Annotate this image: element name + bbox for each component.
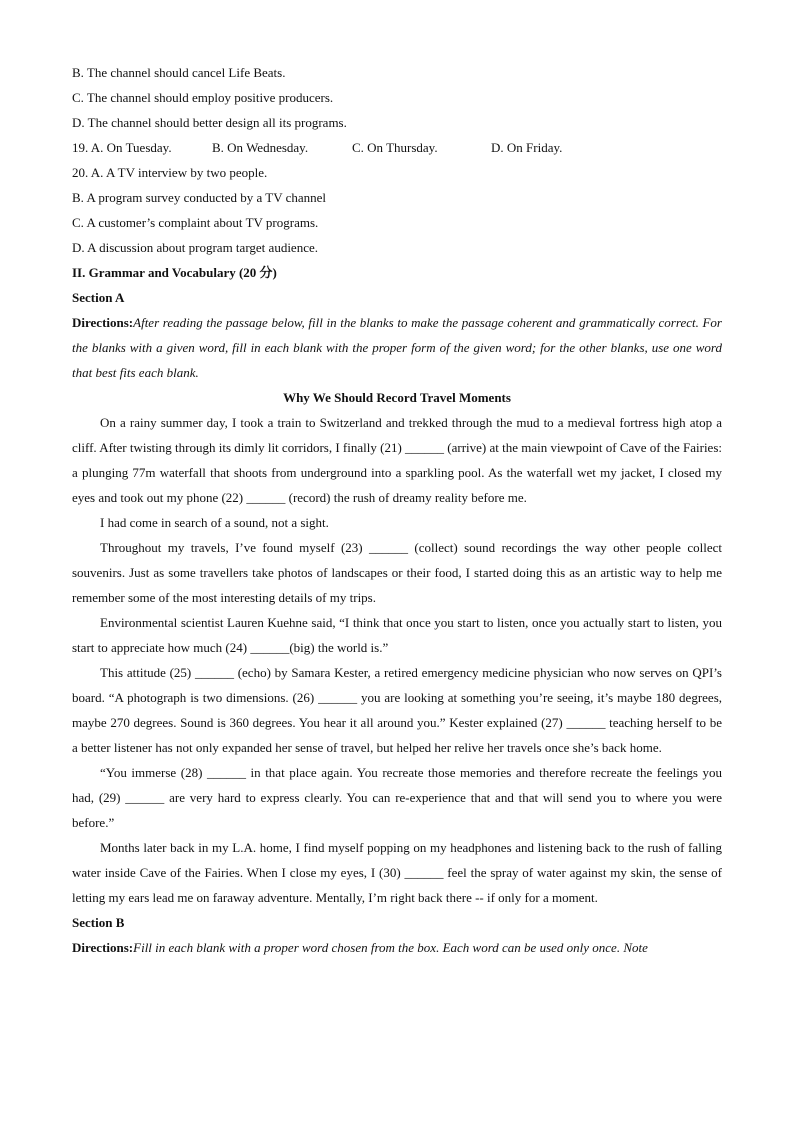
q20-option-a: 20. A. A TV interview by two people.	[72, 165, 268, 180]
part-heading: II. Grammar and Vocabulary (20 分)	[72, 265, 277, 280]
passage	[72, 410, 722, 910]
paragraph: Throughout my travels, I’ve found myself (23) ______ (collect) sound recordings the way other people collect souvenirs. Just as some travellers take photos of landscapes or their food, I started doing this as an artistic way to help me remember some of the most interesting details of my trips.	[72, 540, 722, 605]
q20-option-c: C. A customer’s complaint about TV programs.	[72, 215, 319, 230]
directions-text: After reading the passage below, fill in the blanks to make the passage coherent and grammatically correct. For the blanks with a given word, fill in each blank with the proper form of the given word; for the other blanks, use one word that best fits each blank.	[72, 315, 722, 380]
section-a-directions	[72, 310, 722, 385]
q19-option-b: B. On Wednesday.	[212, 140, 309, 155]
q19-option-c: C. On Thursday.	[352, 140, 438, 155]
q18-option-d: D. The channel should better design all its programs.	[72, 115, 347, 130]
q19-option-d: D. On Friday.	[491, 140, 563, 155]
q19-options	[72, 135, 722, 160]
paragraph: Months later back in my L.A. home, I find myself popping on my headphones and listening back to the rush of falling water inside Cave of the Fairies. When I close my eyes, I (30) ______ feel the spray of water against my skin, the sense of letting my ears lead me on faraway adventure. Mentally, I’m right back there -- if only for a moment.	[72, 840, 722, 905]
q18-option-c: C. The channel should employ positive producers.	[72, 90, 334, 105]
section-b-label: Section B	[72, 915, 125, 930]
paragraph: I had come in search of a sound, not a sight.	[100, 515, 329, 530]
directions-text: Fill in each blank with a proper word chosen from the box. Each word can be used only once. Note	[133, 940, 648, 955]
section-b-directions	[72, 935, 722, 960]
exam-page	[72, 60, 722, 960]
q19-option-a: 19. A. On Tuesday.	[72, 140, 172, 155]
paragraph: On a rainy summer day, I took a train to Switzerland and trekked through the mud to a medieval fortress high atop a cliff. After twisting through its dimly lit corridors, I finally (21) ______ (arrive) at the main viewpoint of Cave of the Fairies: a plunging 77m waterfall that shoots from underground into a sparkling pool. As the waterfall wet my jacket, I closed my eyes and took out my phone (22) ______ (record) the rush of dreamy reality before me.	[72, 415, 722, 505]
paragraph: Environmental scientist Lauren Kuehne said, “I think that once you start to listen, once you actually start to listen, you start to appreciate how much (24) ______(big) the world is.”	[72, 615, 722, 655]
directions-label: Directions:	[72, 315, 134, 330]
q20-option-d: D. A discussion about program target audience.	[72, 240, 318, 255]
paragraph: “You immerse (28) ______ in that place again. You recreate those memories and therefore recreate the feelings you had, (29) ______ are very hard to express clearly. You can re-experience that and that will send you to where you were before.”	[72, 765, 722, 830]
directions-label: Directions:	[72, 940, 134, 955]
passage-title: Why We Should Record Travel Moments	[283, 390, 511, 405]
q18-option-b: B. The channel should cancel Life Beats.	[72, 65, 286, 80]
paragraph: This attitude (25) ______ (echo) by Samara Kester, a retired emergency medicine physician who now serves on QPI’s board. “A photograph is two dimensions. (26) ______ you are looking at something you’re seeing, it’s maybe 180 degrees, maybe 270 degrees. Sound is 360 degrees. You hear it all around you.” Kester explained (27) ______ teaching herself to be a better listener has not only expanded her sense of travel, but helped her relive her travels once she’s back home.	[72, 665, 722, 755]
q20-option-b: B. A program survey conducted by a TV channel	[72, 190, 327, 205]
section-a-label: Section A	[72, 290, 125, 305]
